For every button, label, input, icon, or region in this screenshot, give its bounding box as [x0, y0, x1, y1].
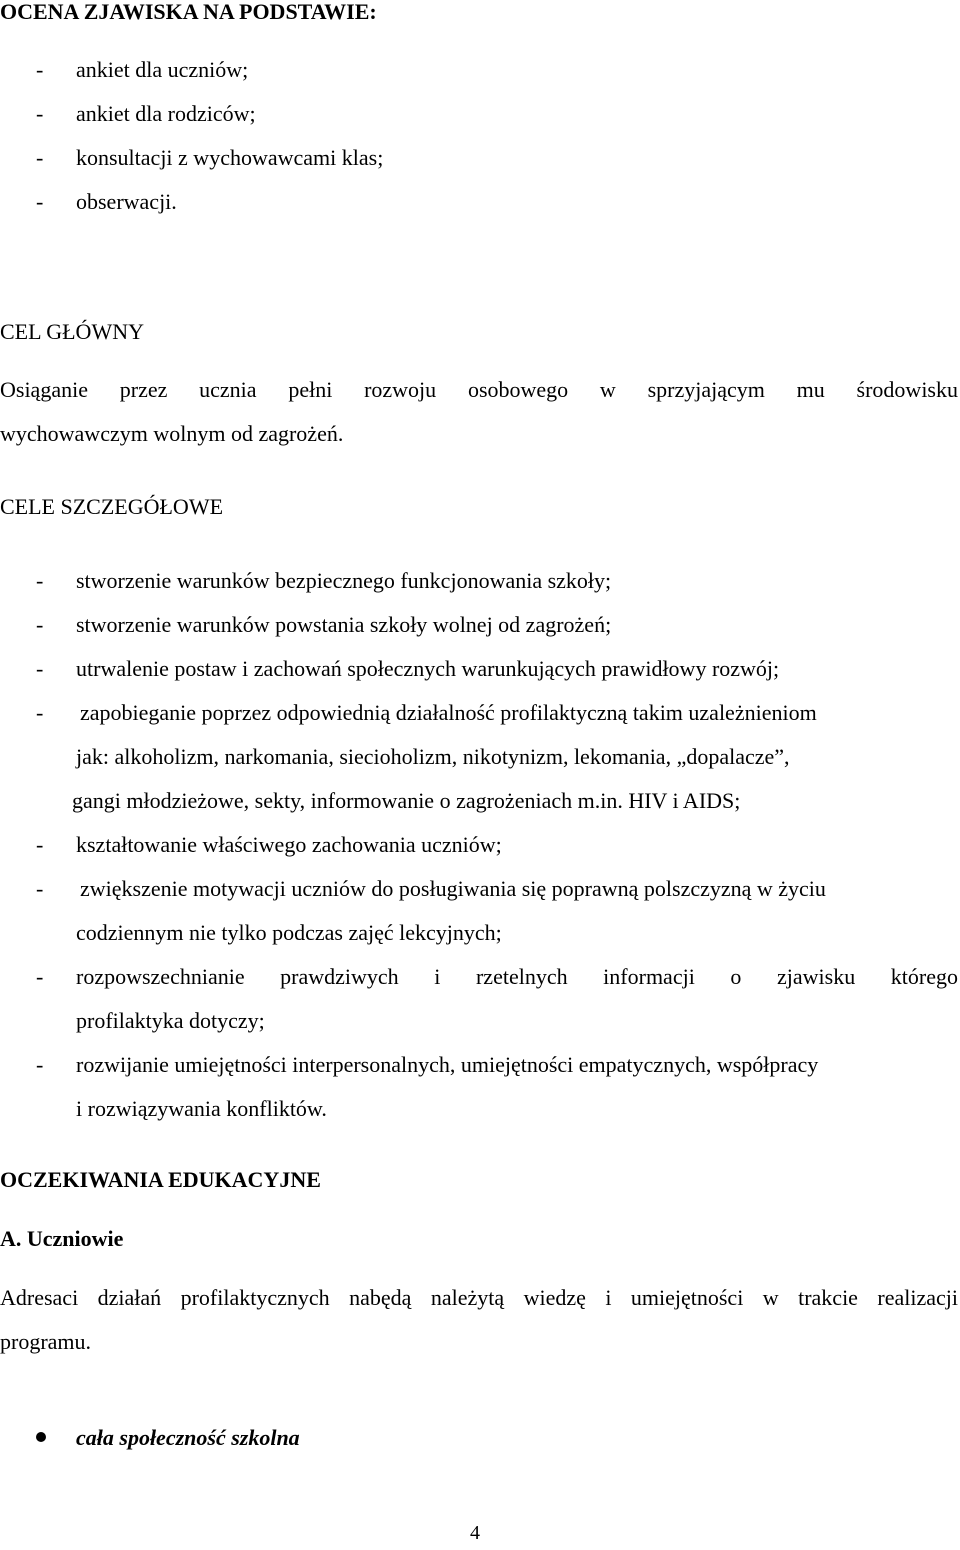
detailed-goal-item-continuation: profilaktyka dotyczy;: [76, 1008, 265, 1033]
detailed-goal-item-continuation: i rozwiązywania konfliktów.: [76, 1096, 327, 1121]
detailed-goal-item-continuation: jak: alkoholizm, narkomania, siecioholizm, nikotynizm, lekomania, „dopalacze”,: [76, 744, 790, 769]
assessment-heading: OCENA ZJAWISKA NA PODSTAWIE:: [0, 0, 377, 24]
expectations-text-line: Adresaci działań profilaktycznych nabędą należytą wiedzę i umiejętności w trakcie realizacji: [0, 1285, 958, 1310]
main-goal-text-line: Osiąganie przez ucznia pełni rozwoju osobowego w sprzyjającym mu środowisku: [0, 377, 958, 402]
main-goal-text-line: wychowawczym wolnym od zagrożeń.: [0, 421, 344, 446]
detailed-goal-item-continuation: codziennym nie tylko podczas zajęć lekcyjnych;: [76, 920, 502, 945]
detailed-goal-item-continuation: gangi młodzieżowe, sekty, informowanie o zagrożeniach m.in. HIV i AIDS;: [72, 788, 741, 813]
detailed-goals-heading: CELE SZCZEGÓŁOWE: [0, 494, 224, 519]
expectations-text-line: programu.: [0, 1329, 92, 1354]
expectations-subheading: A. Uczniowie: [0, 1226, 124, 1251]
expectations-heading: OCZEKIWANIA EDUKACYJNE: [0, 1167, 321, 1192]
bullet-item: cała społeczność szkolna: [76, 1425, 300, 1450]
bullet-icon: [36, 1432, 46, 1442]
page-number: 4: [470, 1522, 480, 1544]
main-goal-heading: CEL GŁÓWNY: [0, 319, 144, 344]
